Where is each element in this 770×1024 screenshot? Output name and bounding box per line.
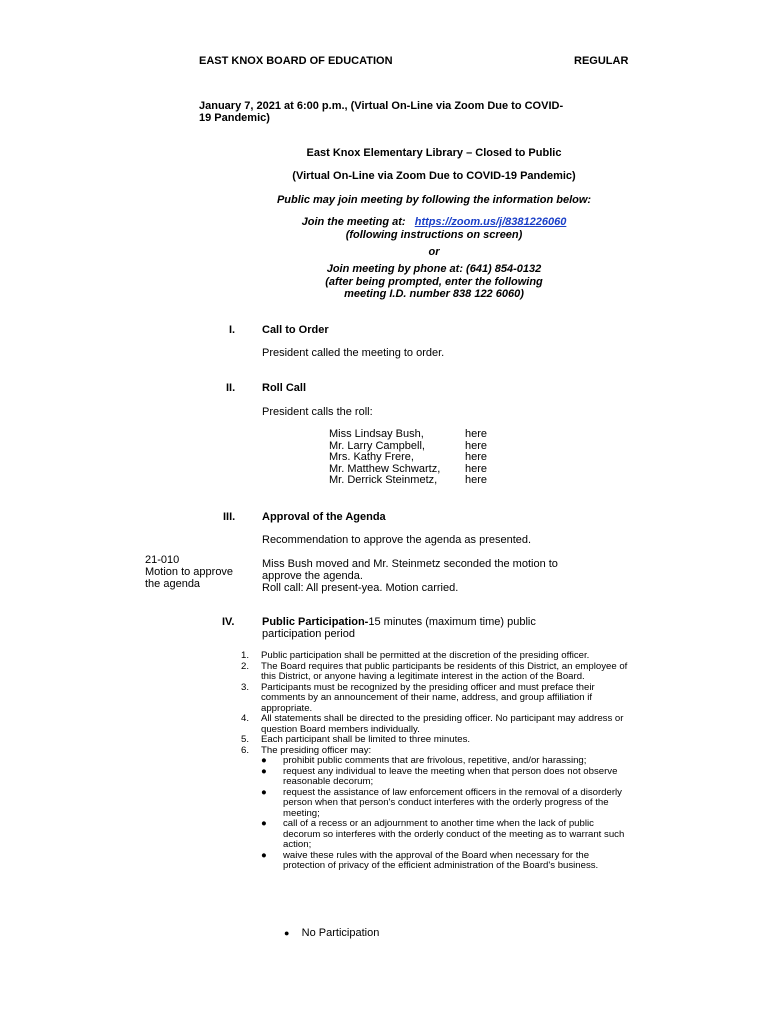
rule-text: All statements shall be directed to the presiding officer. No participant may address or question Board members individually.	[261, 713, 624, 735]
member-status: here	[465, 462, 488, 475]
officer-power-text: call of a recess or an adjournment to another time when the lack of public decorum so interferes with the orderly conduct of the meeting as to warrant such action;	[283, 818, 625, 850]
officer-powers-list	[233, 756, 633, 872]
zoom-link[interactable]: https://zoom.us/j/8381226060	[414, 216, 567, 228]
rule-text: Public participation shall be permitted at the discretion of the presiding officer.	[261, 650, 590, 661]
officer-power-item	[233, 767, 633, 788]
meeting-type: REGULAR	[574, 55, 629, 67]
rule-text: Each participant shall be limited to three minutes.	[261, 734, 471, 745]
public-join-note: Public may join meeting by following the information below:	[276, 194, 592, 206]
meeting-date-line-1: January 7, 2021 at 6:00 p.m., (Virtual On-Line via Zoom Due to COVID-	[199, 100, 564, 112]
section-1-title: Call to Order	[262, 324, 329, 336]
member-name: Mrs. Kathy Frere,	[329, 451, 414, 464]
member-name: Mr. Derrick Steinmetz,	[329, 474, 438, 487]
officer-power-item	[233, 788, 633, 820]
section-1-body: President called the meeting to order.	[262, 347, 445, 359]
rule-number: 2.	[240, 660, 249, 672]
officer-power-item	[233, 851, 633, 872]
rule-item	[233, 714, 633, 735]
rule-number: 3.	[240, 681, 249, 693]
meeting-date-line-2: 19 Pandemic)	[199, 112, 270, 124]
bullet-icon: ●	[261, 849, 267, 861]
officer-power-item	[233, 819, 633, 851]
section-1-number: I.	[229, 324, 236, 336]
phone-line: Join meeting by phone at: (641) 854-0132	[326, 263, 542, 275]
bullet-icon: ●	[261, 818, 267, 829]
bullet-icon: ●	[261, 755, 267, 766]
officer-power-text: request any individual to leave the meeting when that person does not observe reasonable decorum;	[283, 765, 618, 787]
bullet-icon: ●	[261, 786, 267, 798]
officer-power-text: request the assistance of law enforcement officers in the removal of a disorderly person when that person's conduct interferes with the orderly progress of the meeting;	[283, 786, 622, 819]
motion-text-2: approve the agenda.	[262, 570, 363, 582]
join-label: Join the meeting at:	[301, 216, 406, 228]
or-text: or	[428, 246, 440, 258]
member-status: here	[465, 451, 488, 464]
officer-power-text: waive these rules with the approval of the Board when necessary for the protection of privacy of the efficient administration of the Board's business.	[283, 849, 599, 871]
section-2-body: President calls the roll:	[262, 406, 373, 418]
rule-number: 6.	[240, 744, 249, 756]
motion-number: 21-010	[145, 554, 180, 566]
section-3-number: III.	[223, 511, 236, 523]
member-name: Miss Lindsay Bush,	[329, 428, 424, 440]
roll-call-row	[329, 429, 487, 441]
member-name: Mr. Matthew Schwartz,	[329, 462, 441, 475]
section-4-title-rest: 15 minutes (maximum time) public	[368, 616, 536, 628]
bullet-icon: ●	[284, 928, 290, 938]
join-line	[234, 216, 634, 229]
motion-text-1: Miss Bush moved and Mr. Steinmetz seconded the motion to	[262, 558, 558, 570]
member-name: Mr. Larry Campbell,	[329, 439, 425, 452]
member-status: here	[465, 428, 488, 440]
section-3-body: Recommendation to approve the agenda as presented.	[262, 534, 532, 546]
rule-number: 5.	[240, 734, 249, 745]
participation-result-text: No Participation	[301, 927, 380, 939]
motion-text-3: Roll call: All present-yea. Motion carried.	[262, 582, 459, 594]
meeting-location: East Knox Elementary Library – Closed to Public	[306, 147, 562, 159]
phone-prompt: (after being prompted, enter the following	[325, 276, 543, 288]
board-name: EAST KNOX BOARD OF EDUCATION	[199, 55, 393, 67]
section-3-title: Approval of the Agenda	[262, 511, 386, 523]
section-4-title-bold: Public Participation-	[262, 616, 369, 628]
motion-label-2: the agenda	[145, 578, 201, 590]
section-2-title: Roll Call	[262, 382, 307, 394]
rule-text: The Board requires that public participants be residents of this District, an employee of this District, or anyone having a legitimate interest in the action of the Board.	[261, 660, 628, 682]
section-2-number: II.	[226, 382, 236, 394]
rule-number: 1.	[240, 650, 249, 661]
join-instructions: (following instructions on screen)	[345, 229, 523, 241]
member-status: here	[465, 474, 488, 487]
officer-power-text: prohibit public comments that are frivolous, repetitive, and/or harassing;	[283, 755, 587, 766]
rule-item	[233, 683, 633, 715]
rule-text: The presiding officer may:	[261, 744, 372, 756]
virtual-note: (Virtual On-Line via Zoom Due to COVID-19 Pandemic)	[292, 170, 576, 182]
participation-rules	[233, 651, 633, 872]
rule-text: Participants must be recognized by the presiding officer and must preface their comments by an announcement of their name, address, and group affiliation if appropriate.	[261, 681, 595, 714]
participation-result	[284, 927, 379, 940]
rule-item	[233, 662, 633, 683]
bullet-icon: ●	[261, 765, 267, 777]
phone-meeting-id: meeting I.D. number 838 122 6060)	[344, 288, 524, 300]
section-4-number: IV.	[222, 616, 235, 628]
rule-number: 4.	[240, 713, 249, 724]
roll-call-row	[329, 475, 487, 487]
motion-label-1: Motion to approve	[145, 566, 234, 578]
roll-call-table	[329, 429, 487, 487]
member-status: here	[465, 439, 488, 452]
section-4-title-line-2: participation period	[262, 628, 355, 640]
